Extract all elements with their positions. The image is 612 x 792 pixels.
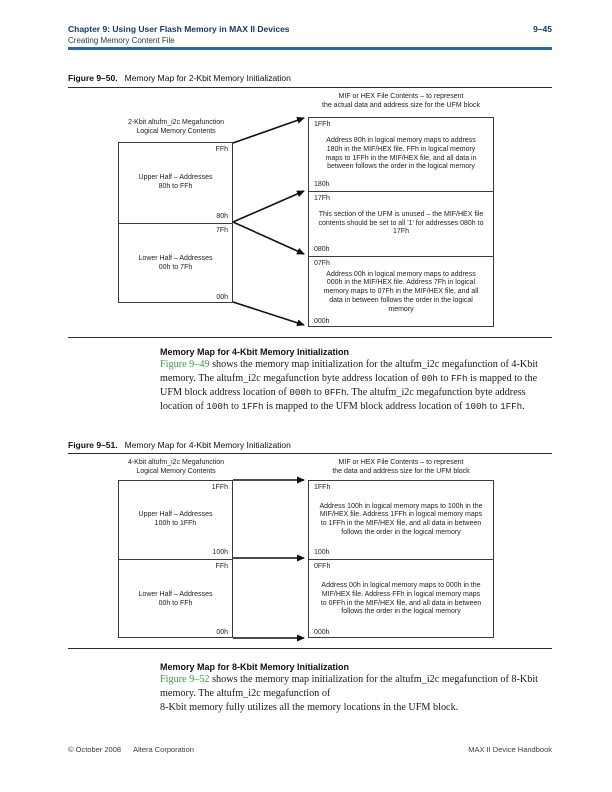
logical-heading-line: 4-Kbit altufm_i2c Megafunction — [127, 459, 225, 466]
address-label: 17Fh — [314, 195, 330, 202]
figure51-logical-memory-box — [118, 480, 233, 638]
ufm-section — [309, 118, 493, 191]
ufm-heading-line: the actual data and address size for the UFM block — [322, 101, 480, 109]
mapping-arrow — [233, 302, 304, 325]
footer-handbook: MAX II Device Handbook — [468, 745, 552, 754]
address-label: 080h — [314, 246, 330, 253]
mapping-arrow — [233, 191, 304, 222]
ufm-section — [309, 559, 493, 639]
footer-left — [68, 745, 194, 754]
address-label: 1FFh — [211, 484, 228, 491]
figure50-caption-label: Figure 9–50. — [68, 73, 118, 83]
address-label: FFh — [215, 146, 228, 153]
paragraph-4kbit: Figure 9–49 shows the memory map initialization for the altufm_i2c megafunction of 4-Kbit memory. The altufm_i2c megafunction byte address location of 00h to FFh is mapped to the UFM block address location of 000h to 0FFh. The altufm_i2c megafunction byte address location of 100h to 1FFh is mapped to the UFM block address location of 100h to 1FFh. — [160, 359, 538, 412]
address-label: 180h — [314, 181, 330, 188]
figure51-caption-title: Memory Map for 4-Kbit Memory Initialization — [124, 440, 291, 450]
figure51-caption-label: Figure 9–51. — [68, 440, 118, 450]
header-page-number: 9–45 — [533, 24, 552, 34]
header-section-subtitle: Creating Memory Content File — [68, 36, 175, 45]
logical-lower-half — [119, 223, 232, 304]
ufm-heading-line: the data and address size for the UFM block — [332, 467, 470, 475]
address-label: 07Fh — [314, 260, 330, 267]
logical-half-label: Lower Half – Addresses 00h to FFh — [138, 590, 213, 607]
ufm-section-text: This section of the UFM is unused – the MIF/HEX file contents should be set to all '1' for addresses 080h to 17Fh — [318, 210, 484, 236]
address-label: 80h — [216, 213, 228, 220]
figure51-ufm-box — [308, 480, 494, 638]
logical-lower-half — [119, 559, 232, 639]
address-label: FFh — [215, 563, 228, 570]
logical-heading-line: Logical Memory Contents — [136, 467, 216, 475]
address-label: 7Fh — [215, 227, 228, 234]
figure51-caption — [68, 440, 291, 450]
logical-half-label: Upper Half – Addresses 80h to FFh — [138, 174, 213, 190]
address-label: 000h — [314, 318, 330, 325]
figure51-logical-heading — [96, 459, 256, 477]
footer-company: Altera Corporation — [133, 745, 194, 754]
address-label: 1FFh — [314, 121, 331, 128]
figure50-logical-memory-box — [118, 142, 233, 303]
ufm-section — [309, 191, 493, 256]
ufm-heading-line: MIF or HEX File Contents – to represent — [338, 459, 464, 466]
ufm-section — [309, 481, 493, 559]
address-label: 1FFh — [314, 484, 331, 491]
figure51-ufm-heading — [285, 459, 517, 477]
figure-9-52-link[interactable]: Figure 9–52 — [160, 674, 210, 685]
address-label: 000h — [314, 629, 330, 636]
footer-copyright: © October 2008 — [68, 745, 122, 754]
address-label: 100h — [212, 549, 228, 556]
figure-9-49-link[interactable]: Figure 9–49 — [160, 359, 210, 370]
paragraph-8kbit: Figure 9–52 shows the memory map initialization for the altufm_i2c megafunction of 8-Kbit memory. The altufm_i2c megafunction of 8-Kbit memory fully utilizes all the memory locations in the UFM block. — [160, 674, 538, 713]
ufm-section-text: Address 00h in logical memory maps to 000h in the MIF/HEX file. Address FFh in logical memory maps to 0FFh in the MIF/HEX file, and all data in between follows the order in the logical memory — [320, 582, 482, 616]
section-heading-8kbit: Memory Map for 8-Kbit Memory Initialization — [160, 662, 350, 672]
figure50-ufm-box — [308, 117, 494, 327]
figure50-caption — [68, 73, 291, 83]
address-label: 00h — [216, 294, 228, 301]
figure51-bottom-rule — [68, 648, 552, 649]
ufm-section — [309, 256, 493, 328]
ufm-heading-line: MIF or HEX File Contents – to represent — [338, 93, 464, 100]
ufm-section-text: Address 100h in logical memory maps to 100h in the MIF/HEX file. Address 1FFh in logical memory maps to 1FFh in the MIF/HEX file, and all data in between follows the order in the logical memory — [319, 502, 483, 536]
address-label: 00h — [216, 629, 228, 636]
address-label: 100h — [314, 549, 330, 556]
address-label: 0FFh — [314, 563, 331, 570]
ufm-section-text: Address 00h in logical memory maps to address 000h in the MIF/HEX file. Address 7Fh in logical memory maps to 07Fh in the MIF/HEX file, and all data in between follows the order in the logical memory — [323, 270, 479, 313]
logical-upper-half — [119, 481, 232, 559]
header-chapter-title: Chapter 9: Using User Flash Memory in MAX II Devices — [68, 24, 290, 34]
logical-half-label: Upper Half – Addresses 100h to 1FFh — [138, 511, 213, 527]
figure50-ufm-heading — [285, 93, 517, 111]
logical-heading-line: 2-Kbit altufm_i2c Megafunction — [127, 119, 225, 126]
logical-half-label: Lower Half – Addresses 00h to 7Fh — [138, 255, 213, 271]
header-rule — [68, 47, 552, 50]
figure50-top-rule — [68, 87, 552, 88]
mapping-arrow — [233, 222, 304, 254]
figure50-caption-title: Memory Map for 2-Kbit Memory Initialization — [124, 73, 291, 83]
figure50-bottom-rule — [68, 337, 552, 338]
logical-heading-line: Logical Memory Contents — [136, 127, 216, 135]
section-heading-4kbit: Memory Map for 4-Kbit Memory Initialization — [160, 347, 350, 357]
logical-upper-half — [119, 143, 232, 223]
figure51-top-rule — [68, 453, 552, 454]
figure50-logical-heading — [96, 119, 256, 137]
ufm-section-text: Address 80h in logical memory maps to address 180h in the MIF/HEX file. FFh in logical memory maps to 1FFh in the MIF/HEX file, and all data in between follows the order in the logical memory — [325, 137, 477, 171]
